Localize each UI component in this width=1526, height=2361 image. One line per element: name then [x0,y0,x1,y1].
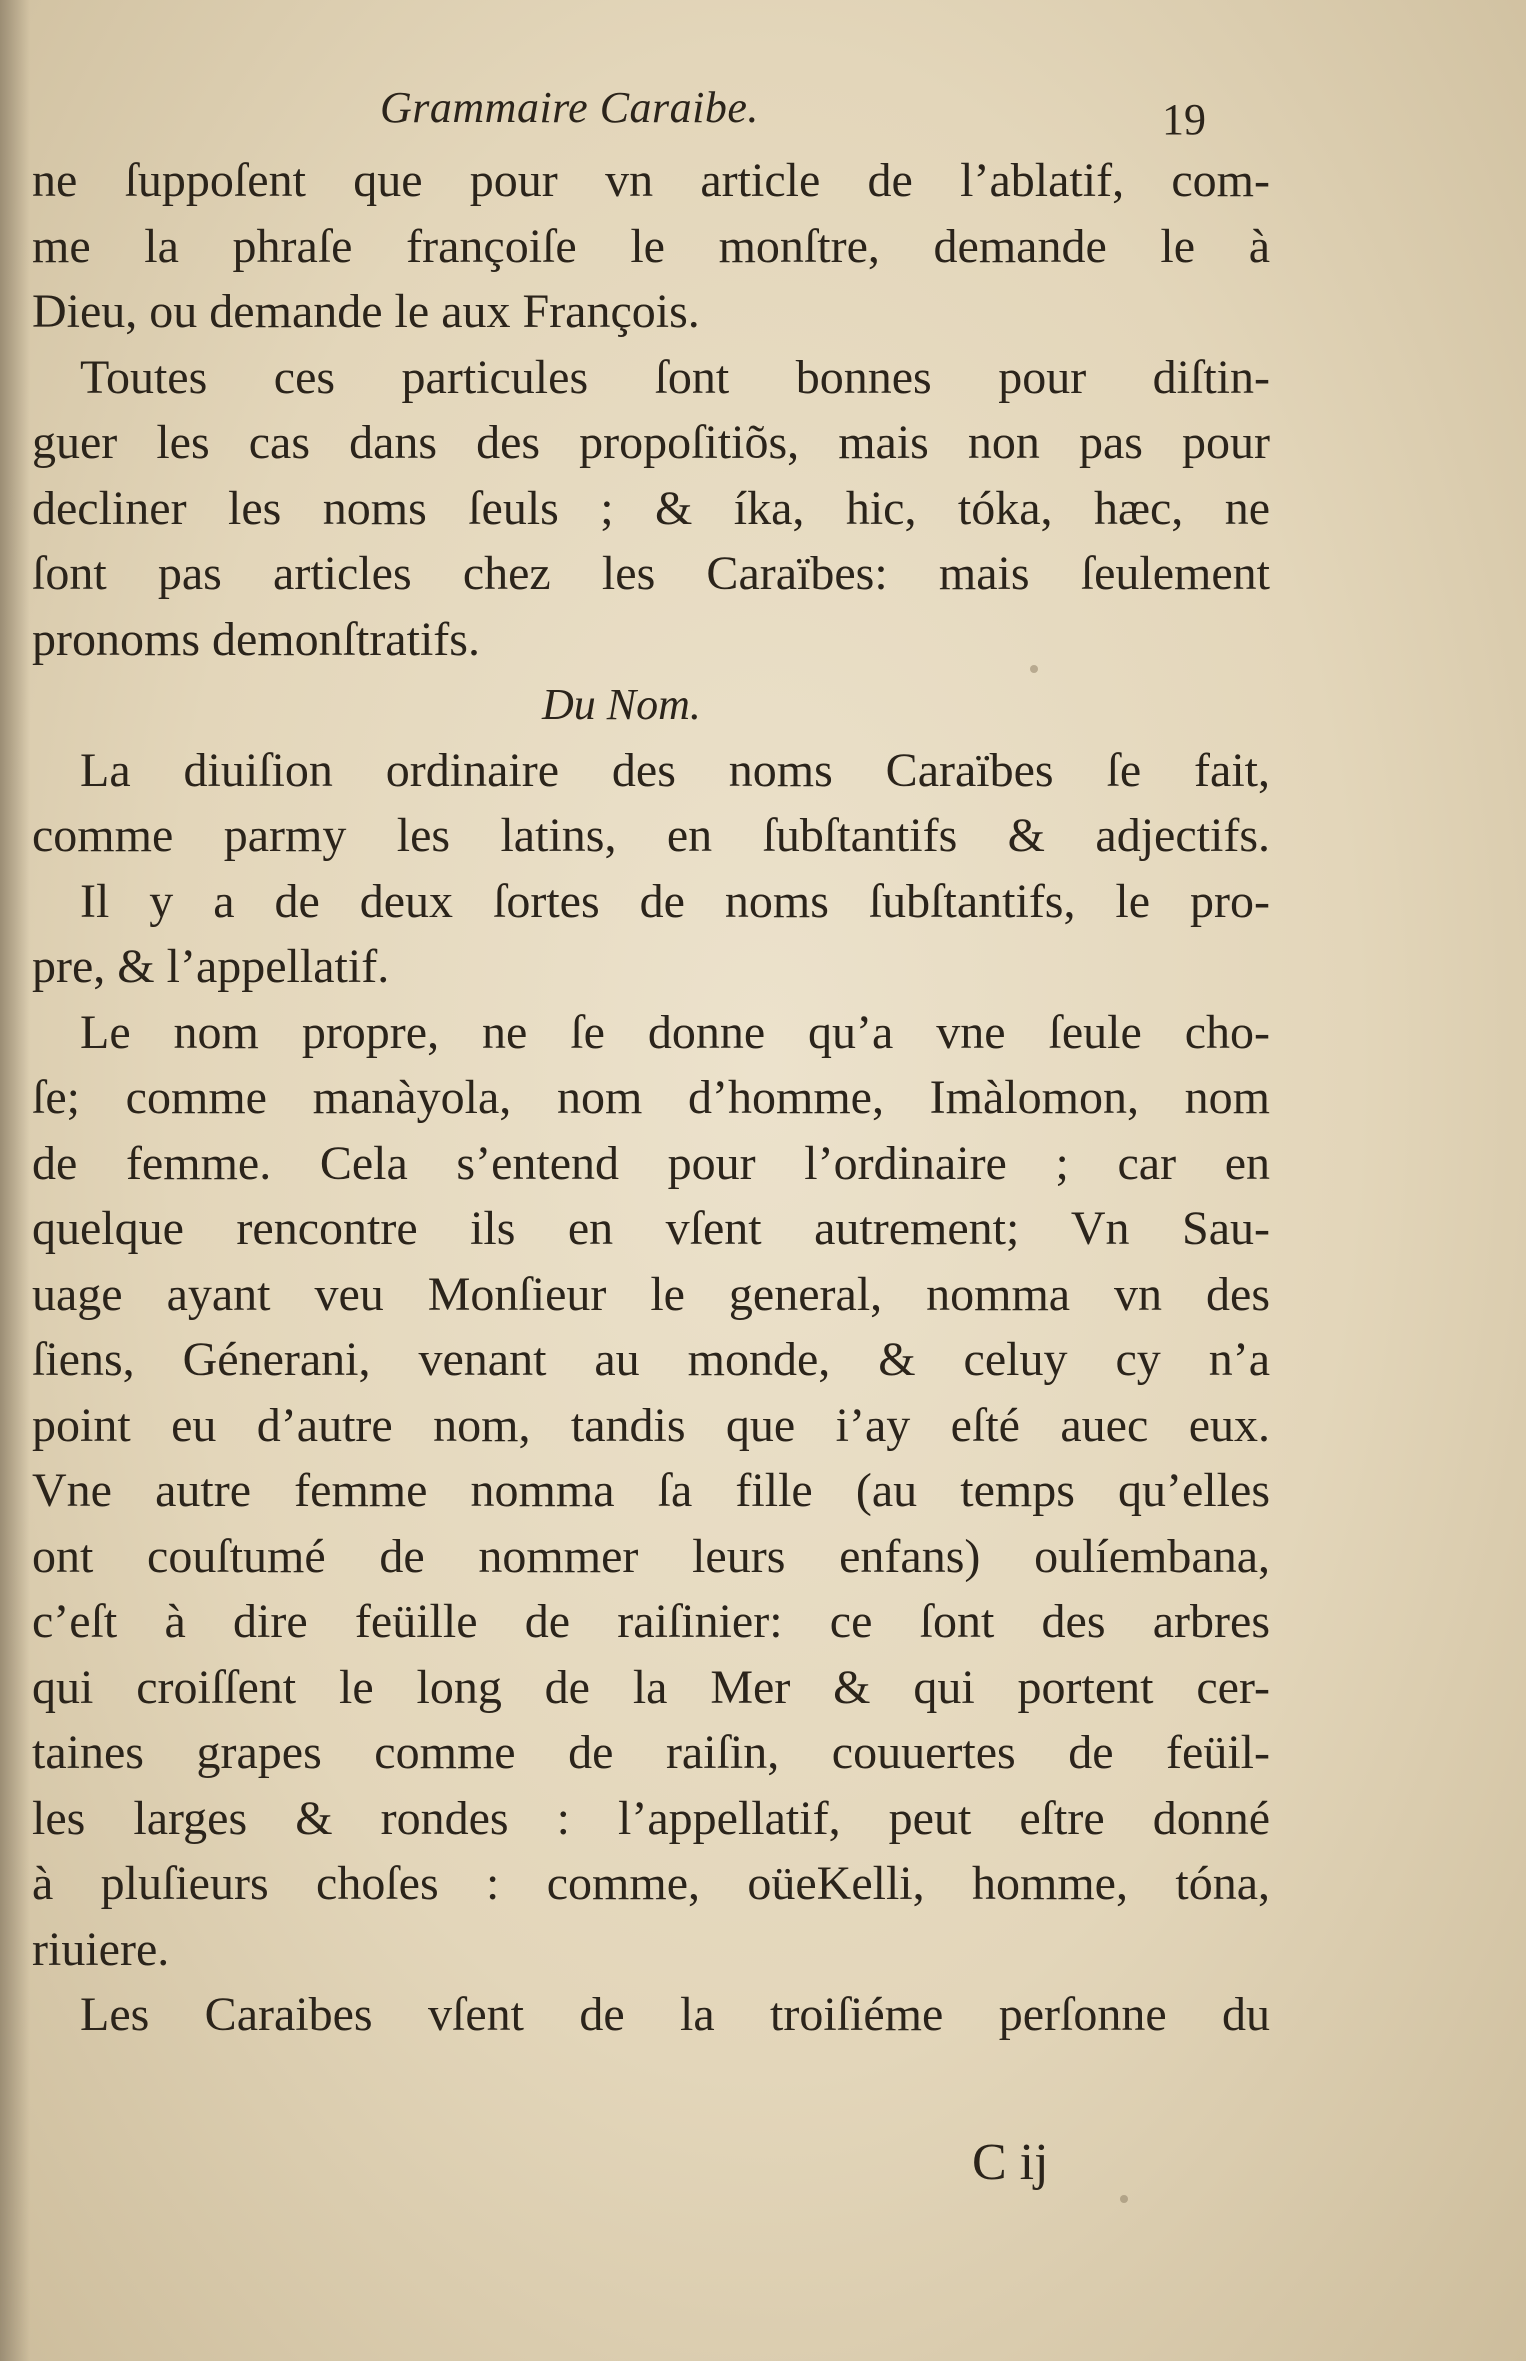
text-line: me la phraſe françoiſe le monſtre, demande le à [32,219,1270,273]
body-text [32,148,1270,2048]
text-line: à pluſieurs choſes : comme, oüeKelli, homme, tóna, [32,1857,1270,1910]
text-line: taines grapes comme de raiſin, couuertes de feüil- [32,1726,1270,1779]
text-line: guer les cas dans des propoſitiõs, mais non pas pour [32,416,1270,469]
text-line: Dieu, ou demande le aux François. [32,285,700,338]
text-line: les larges & rondes : l’appellatif, peut eſtre donné [32,1791,1270,1845]
text-line: Il y a de deux ſortes de noms ſubſtantifs, le pro- [80,874,1270,928]
text-line: de femme. Cela s’entend pour l’ordinaire ; car en [32,1136,1270,1190]
text-line: ne ſuppoſent que pour vn article de l’ablatif, com- [32,154,1270,207]
text-line: Vne autre femme nomma ſa fille (au temps qu’elles [32,1464,1270,1517]
text-line: ſont pas articles chez les Caraïbes: mais ſeulement [32,547,1270,600]
ink-speck [1120,2195,1128,2203]
running-title: Grammaire Caraibe. [380,83,759,132]
text-line: La diuiſion ordinaire des noms Caraïbes ſe fait, [80,743,1270,797]
text-line: c’eſt à dire feüille de raiſinier: ce ſont des arbres [32,1595,1270,1648]
text-line: quelque rencontre ils en vſent autrement; Vn Sau- [32,1202,1270,1255]
text-line: ſe; comme manàyola, nom d’homme, Imàlomon, nom [32,1071,1270,1124]
text-line: Les Caraibes vſent de la troiſiéme perſonne du [80,1988,1270,2041]
text-line: uage ayant veu Monſieur le general, nomma vn des [32,1267,1270,1321]
text-line: Toutes ces particules ſont bonnes pour diſtin- [80,350,1270,404]
running-head [0,78,1526,144]
page-number: 19 [1162,95,1206,144]
text-line: ont couſtumé de nommer leurs enfans) oulíembana, [32,1529,1270,1583]
text-line: riuiere. [32,1922,170,1976]
ink-speck [1030,665,1038,673]
text-line: pre, & l’appellatif. [32,940,390,993]
signature-mark: C ij [972,2134,1049,2191]
text-line: decliner les noms ſeuls ; & íka, hic, tóka, hæc, ne [32,481,1270,535]
text-line: qui croiſſent le long de la Mer & qui portent cer- [32,1660,1270,1714]
text-line: pronoms demonſtratifs. [32,612,480,666]
text-line: point eu d’autre nom, tandis que i’ay eſté auec eux. [32,1398,1270,1452]
text-line: ſiens, Génerani, venant au monde, & celuy cy n’a [32,1333,1270,1386]
section-heading: Du Nom. [542,680,701,729]
text-line: comme parmy les latins, en ſubſtantifs & adjectifs. [32,809,1270,862]
text-line: Le nom propre, ne ſe donne qu’a vne ſeule cho- [80,1005,1270,1059]
